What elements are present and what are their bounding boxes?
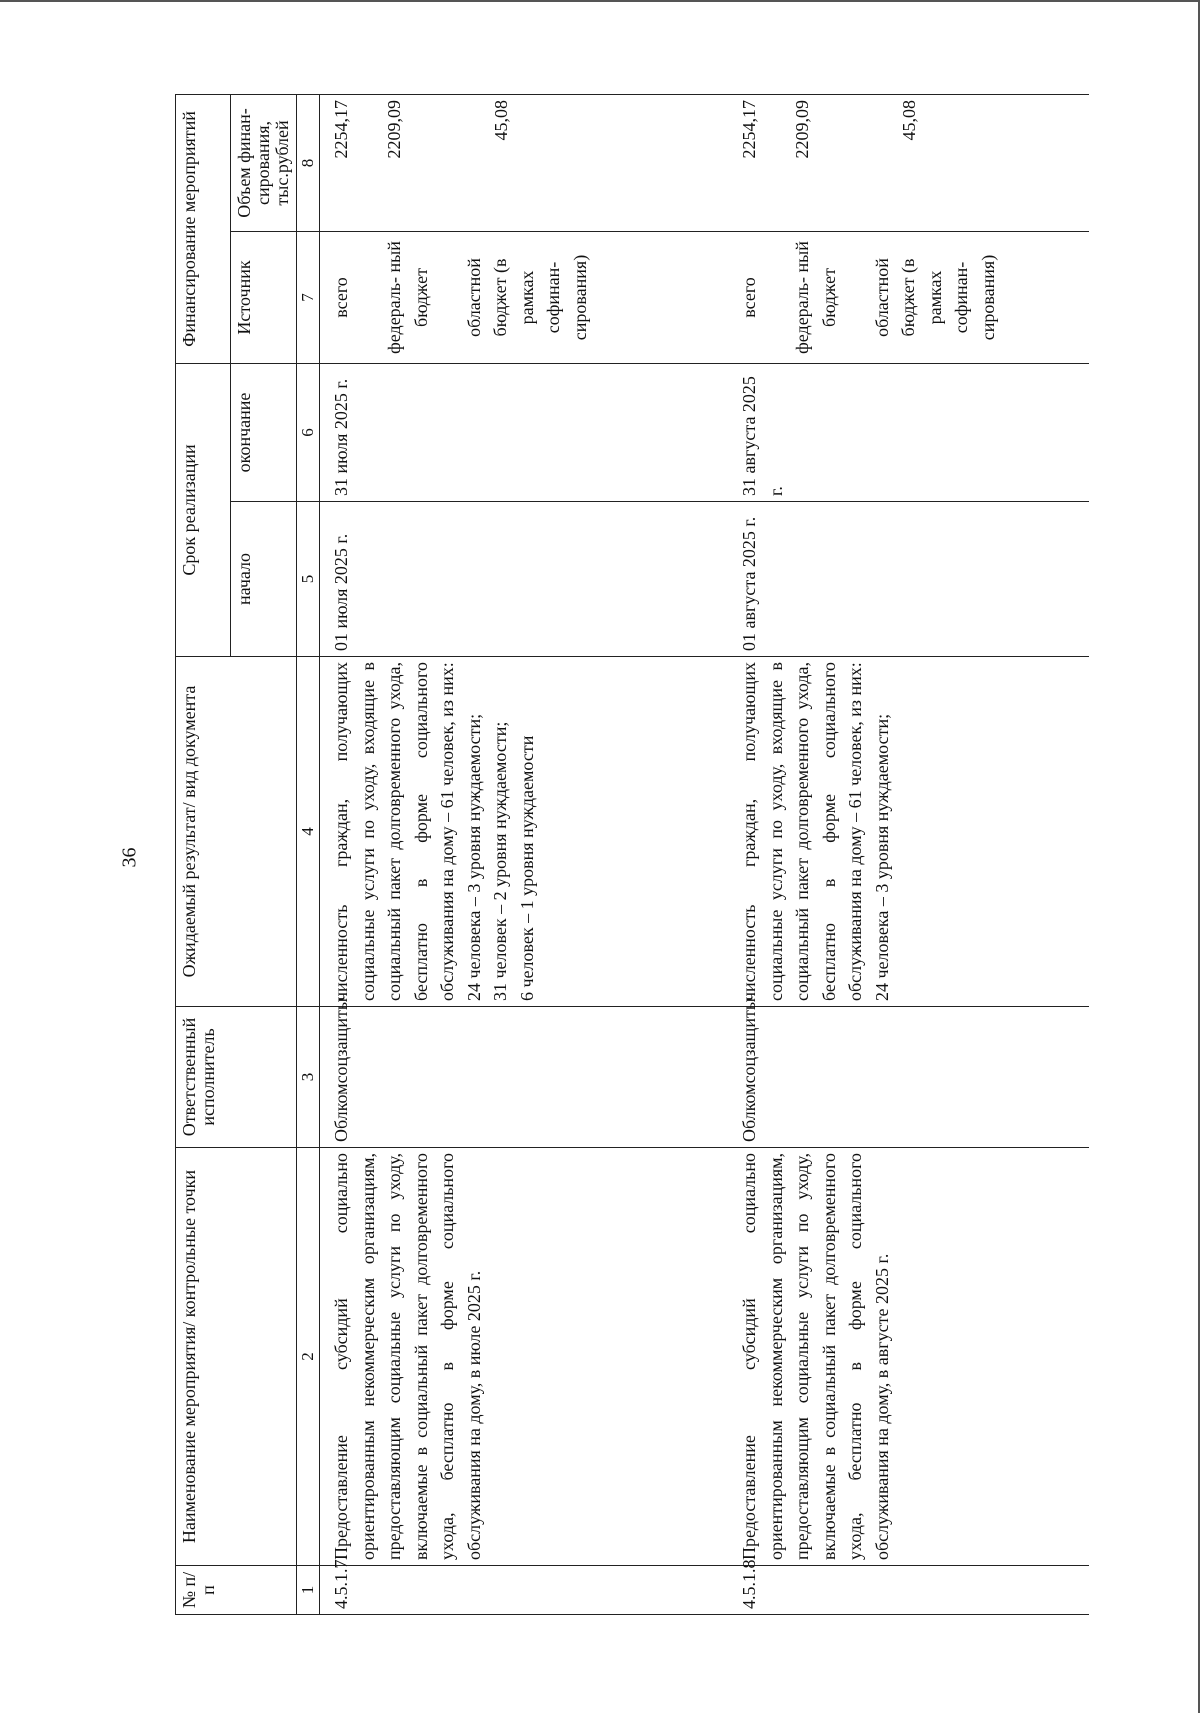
header-term-end: окончание [231,363,297,501]
column-number: 6 [297,363,320,501]
table-header-row [176,94,231,1614]
landscape-sheet [175,95,1055,1615]
row-start: 01 июля 2025 г. [320,502,729,657]
source-total: всего [739,277,759,318]
row-result [728,657,1089,1007]
header-funding: Финансирование мероприятий [176,94,231,363]
table-row [728,94,1089,1614]
volume-total: 2254,17 [739,99,759,159]
row-volumes [728,94,1089,231]
source-federal: федераль- ный бюджет [792,241,839,354]
column-number: 2 [297,1148,320,1566]
row-executor: Облкомсоцзащиты [728,1007,1089,1148]
header-result: Ожидаемый результат/ вид документа [176,657,297,1007]
header-executor: Ответственный исполнитель [176,1007,297,1148]
source-federal: федераль- ный бюджет [384,241,431,354]
row-volumes [320,94,729,231]
volume-federal: 2209,09 [792,99,812,159]
page-number: 36 [118,847,141,868]
result-item: 6 человек – 1 уровня нуждаемости [516,735,537,1001]
result-item: 24 человека – 3 уровня нуждаемости; [871,713,892,1001]
column-number: 7 [297,231,320,363]
source-regional: областной бюджет (в рамках софинан- сирования) [463,254,590,341]
header-name: Наименование мероприятия/ контрольные точки [176,1148,297,1566]
source-total: всего [331,277,351,318]
row-name: Предоставление субсидий социально ориентированным некоммерческим организациям, предоставляющим социальные услуги по уходу, включаемые в социальный пакет долговременного ухода, бесплатно в форме социального обслуживания на дому, в августе 2025 г. [728,1148,1089,1566]
row-sources [728,231,1089,363]
row-end: 31 августа 2025 г. [728,363,1089,501]
header-term-start: начало [231,502,297,657]
column-number: 8 [297,94,320,231]
header-term: Срок реализации [176,363,231,656]
result-text: численность граждан, получающих социальные услуги по уходу, входящие в социальный пакет долговременного ухода, бесплатно в форме социального обслуживания на дому – 61 человек, из них: [739,662,865,1001]
volume-total: 2254,17 [331,99,351,159]
row-num: 4.5.1.7. [320,1566,729,1615]
header-source: Источник [231,231,297,363]
volume-regional: 45,08 [898,99,919,141]
column-number: 5 [297,502,320,657]
row-sources [320,231,729,363]
column-number: 3 [297,1007,320,1148]
result-text: численность граждан, получающих социальные услуги по уходу, входящие в социальный пакет долговременного ухода, бесплатно в форме социального обслуживания на дому – 61 человек, из них: [331,662,457,1001]
row-executor: Облкомсоцзащиты [320,1007,729,1148]
table-row [320,94,729,1614]
result-item: 24 человека – 3 уровня нуждаемости; [463,713,484,1001]
volume-regional: 45,08 [490,99,511,141]
row-end: 31 июля 2025 г. [320,363,729,501]
result-item: 31 человек – 2 уровня нуждаемости; [490,721,510,1001]
row-start: 01 августа 2025 г. [728,502,1089,657]
column-number-row [297,94,320,1614]
row-name: Предоставление субсидий социально ориентированным некоммерческим организациям, предоставляющим социальные услуги по уходу, включаемые в социальный пакет долговременного ухода, бесплатно в форме социального обслуживания на дому, в июле 2025 г. [320,1148,729,1566]
volume-federal: 2209,09 [384,99,404,159]
row-num: 4.5.1.8. [728,1566,1089,1615]
header-num: № п/п [176,1566,297,1615]
column-number: 4 [297,657,320,1007]
row-result [320,657,729,1007]
measures-table [175,94,1089,1615]
header-volume: Объем финан- сирования, тыс.рублей [231,94,297,231]
column-number: 1 [297,1566,320,1615]
source-regional: областной бюджет (в рамках софинан- сирования) [871,254,998,341]
